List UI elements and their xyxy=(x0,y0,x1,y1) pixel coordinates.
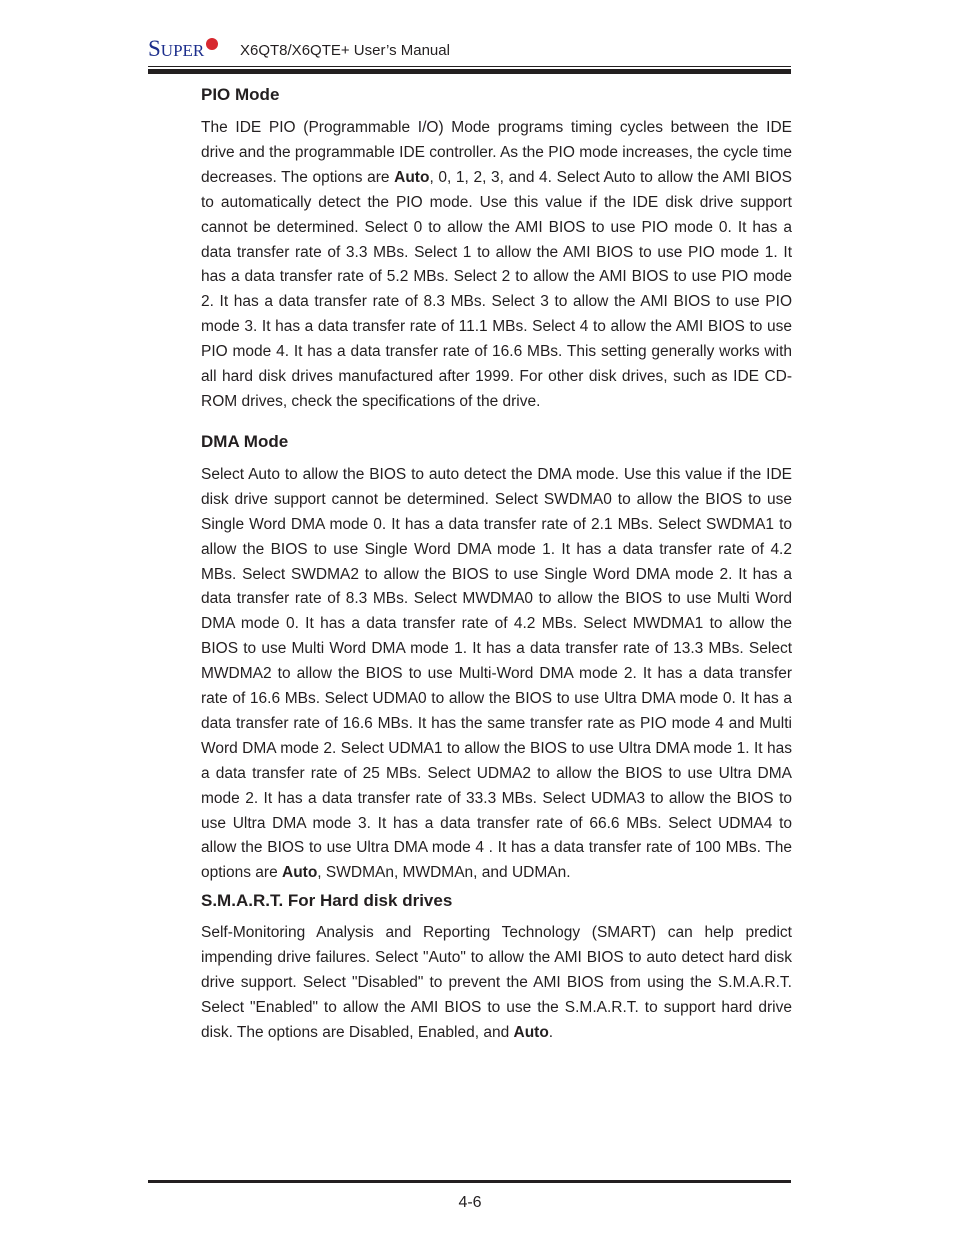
page-content xyxy=(201,82,792,1046)
footer-rule xyxy=(148,1180,791,1183)
pio-mode-paragraph xyxy=(201,116,792,415)
logo-letters-uper: UPER xyxy=(160,41,205,60)
body-text-run: Self-Monitoring Analysis and Reporting Technology (SMART) can help predict impending drive failures. Select "Auto" to allow the AMI BIOS to auto detect hard disk drive support. Select "Disabled" to prevent the AMI BIOS from using the S.M.A.R.T. Select "Enabled" to allow the AMI BIOS to use the S.M.A.R.T. to support hard drive disk. The options are Disabled, Enabled, and xyxy=(201,924,792,1041)
supermicro-logo xyxy=(148,36,218,64)
bold-option-text: Auto xyxy=(513,1023,549,1041)
page-header xyxy=(148,36,791,78)
smart-heading: S.M.A.R.T. For Hard disk drives xyxy=(201,891,453,911)
page-number: 4-6 xyxy=(458,1194,482,1211)
header-rule-thin xyxy=(148,66,791,67)
pio-mode-heading: PIO Mode xyxy=(201,85,280,104)
body-text-run: . xyxy=(548,1023,554,1041)
body-text-run: Select Auto to allow the BIOS to auto detect the DMA mode. Use this value if the IDE disk drive support cannot be determined. Select SWDMA0 to allow the BIOS to use Single Word DMA mode 0. It has a data transfer rate of 2.1 MBs. Select SWDMA1 to allow the BIOS to use Single Word DMA mode 1. It has a data transfer rate of 4.2 MBs. Select SWDMA2 to allow the BIOS to use Single Word DMA mode 2. It has a data transfer rate of 8.3 MBs. Select MWDMA0 to allow the BIOS to use Multi Word DMA mode 0. It has a data transfer rate of 4.2 MBs. Select MWDMA1 to allow the BIOS to use Multi Word DMA mode 1. It has a data transfer rate of 13.3 MBs. Select MWDMA2 to allow the BIOS to use Multi-Word DMA mode 2. It has a data transfer rate of 16.6 MBs. Select UDMA0 to allow the BIOS to use Ultra DMA mode 0. It has a data transfer rate of 16.6 MBs. It has the same transfer rate as PIO mode 4 and Multi Word DMA mode 2. Select UDMA1 to allow the BIOS to use Ultra DMA mode 1. It has a data transfer rate of 25 MBs. Select UDMA2 to allow the BIOS to use Ultra DMA mode 2. It has a data transfer rate of 33.3 MBs. Select UDMA3 to allow the BIOS to use Ultra DMA mode 3. It has a data transfer rate of 66.6 MBs. Select UDMA4 to allow the BIOS to use Ultra DMA mode 4 . It has a data transfer rate of 100 MBs. The options are xyxy=(201,465,792,882)
logo-letter-s: S xyxy=(148,36,161,61)
dma-mode-heading: DMA Mode xyxy=(201,431,289,451)
dma-mode-paragraph xyxy=(201,463,792,886)
logo-dot-icon xyxy=(206,38,218,50)
smart-paragraph xyxy=(201,921,792,1046)
bold-option-text: Auto xyxy=(394,168,430,186)
body-text-run: , SWDMAn, MWDMAn, and UDMAn. xyxy=(317,864,571,882)
manual-title: X6QT8/X6QTE+ User’s Manual xyxy=(240,42,450,59)
header-rule-thick xyxy=(148,69,791,74)
body-text-run: , 0, 1, 2, 3, and 4. Select Auto to allow the AMI BIOS to automatically detect the PIO mode. Use this value if the IDE disk drive support cannot be determined. Select 0 to allow the AMI BIOS to use PIO mode 0. It has a data transfer rate of 3.3 MBs. Select 1 to allow the AMI BIOS to use PIO mode 1. It has a data transfer rate of 5.2 MBs. Select 2 to allow the AMI BIOS to use PIO mode 2. It has a data transfer rate of 8.3 MBs. Select 3 to allow the AMI BIOS to use PIO mode 3. It has a data transfer rate of 11.1 MBs. Select 4 to allow the AMI BIOS to use PIO mode 4. It has a data transfer rate of 16.6 MBs. This setting generally works with all hard disk drives manufactured after 1999. For other disk drives, such as IDE CD-ROM drives, check the specifications of the drive. xyxy=(201,168,793,410)
bold-option-text: Auto xyxy=(282,864,318,882)
body-text-run: The IDE PIO (Programmable I/O) Mode programs timing cycles between the IDE drive and the programmable IDE controller. As the PIO mode increases, the cycle time decreases. The options are xyxy=(201,119,792,186)
